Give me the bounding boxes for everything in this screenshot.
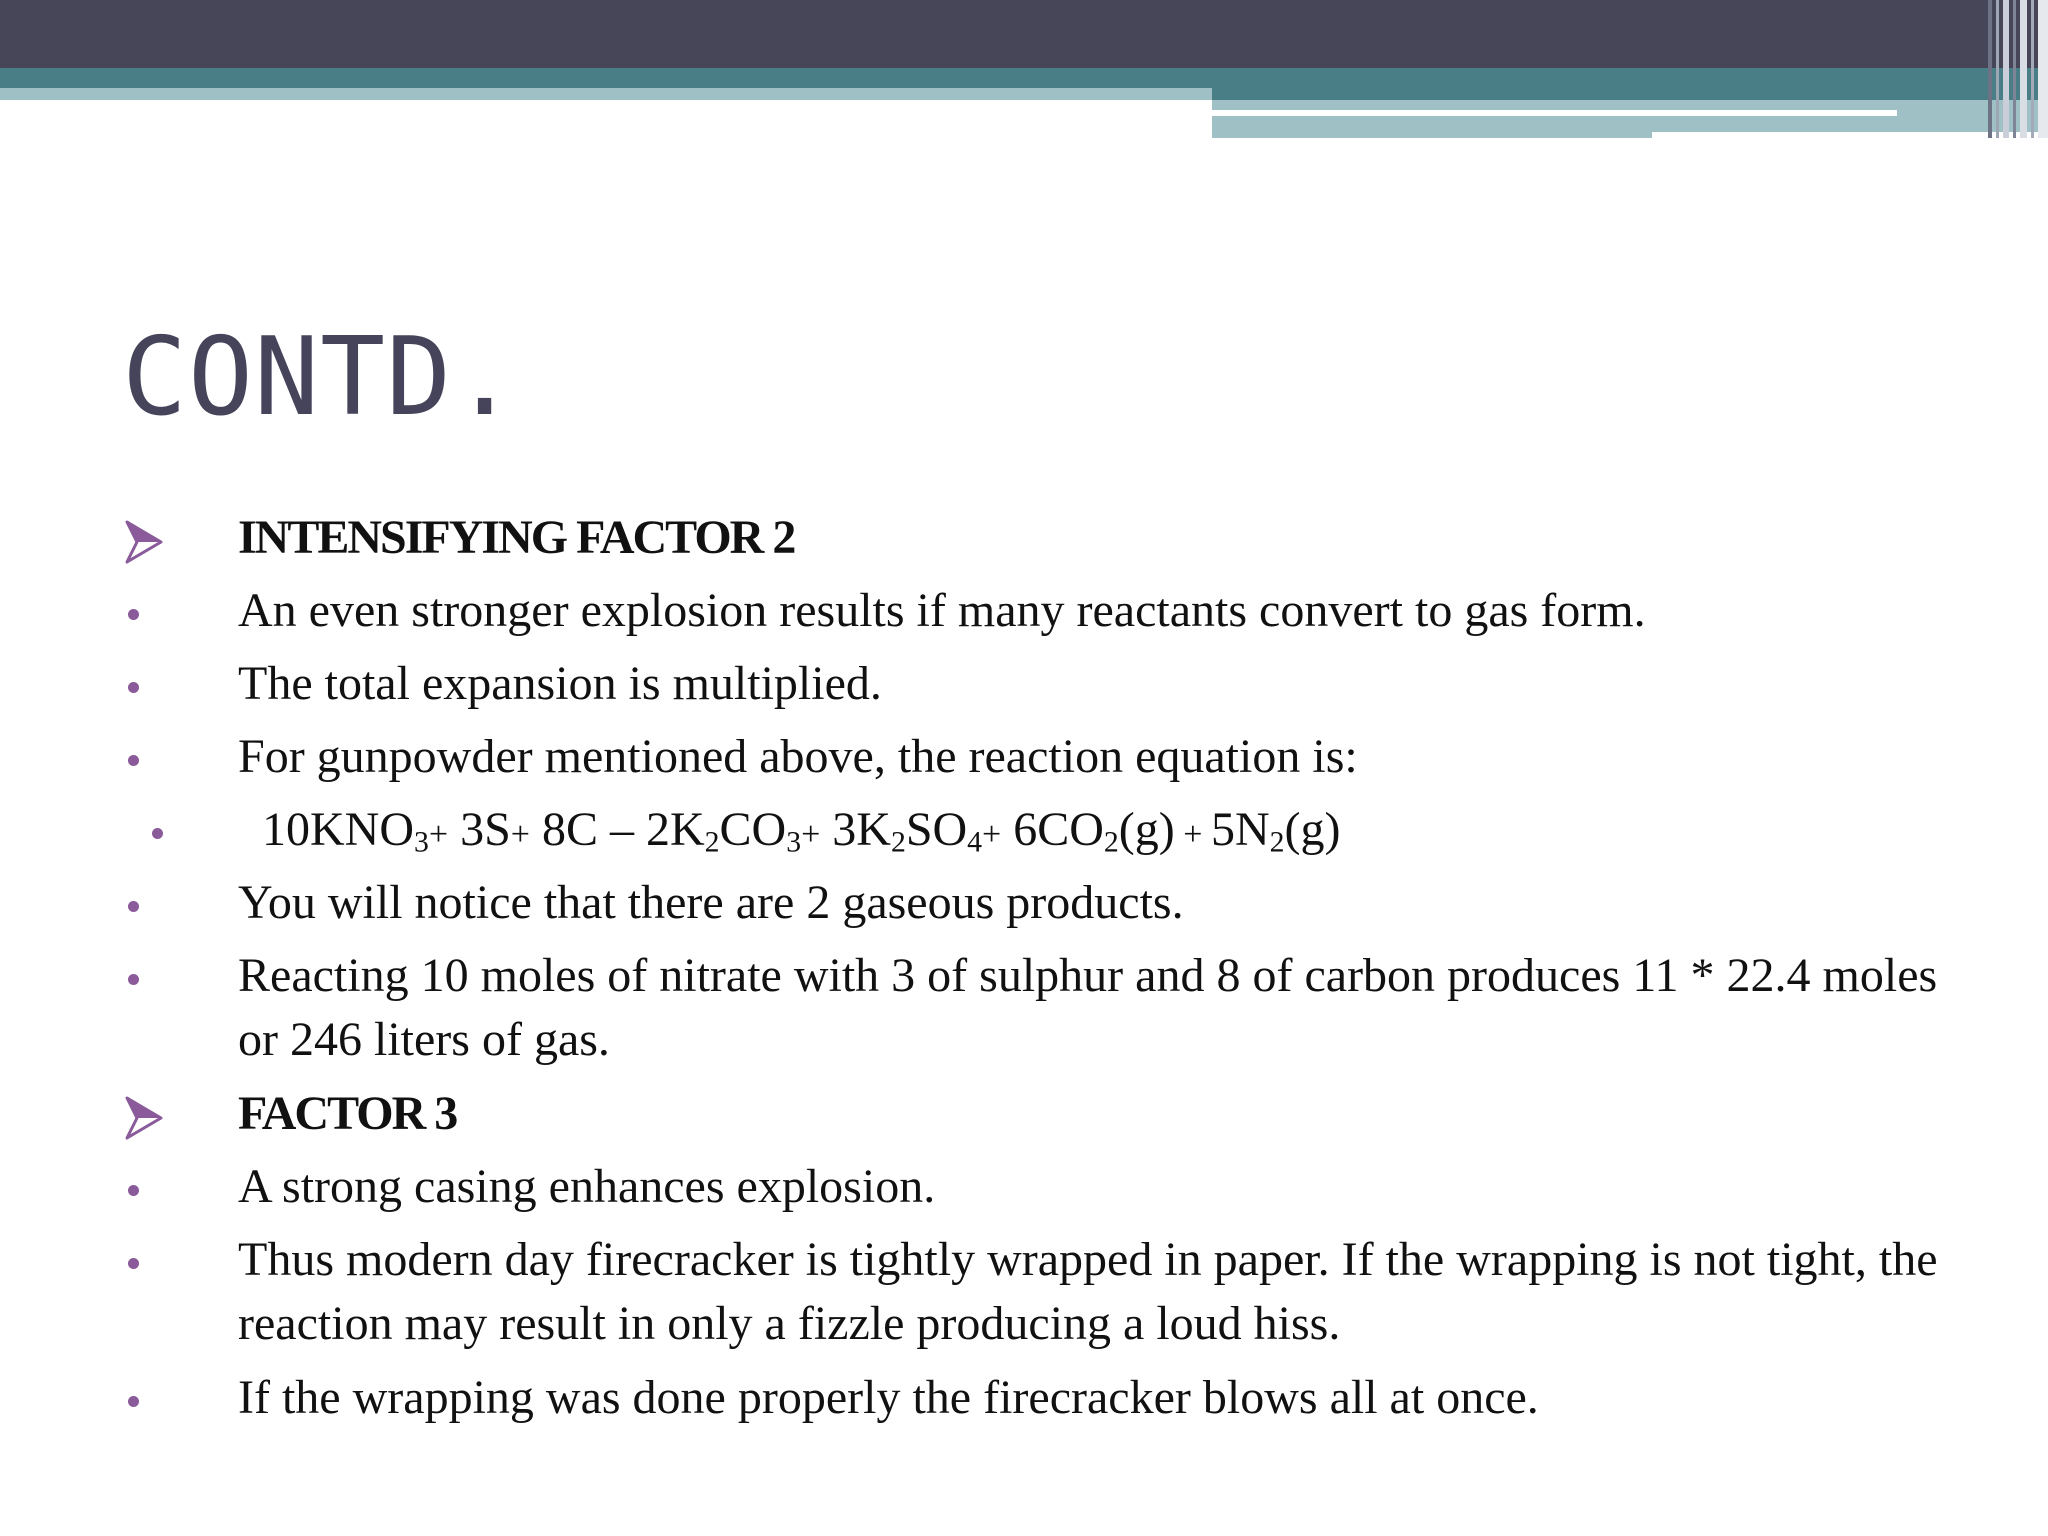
bullet-item: [0, 725, 2048, 798]
bullet-text: If the wrapping was done properly the firecracker blows all at once.: [238, 1371, 1539, 1424]
bullet-item: [0, 1155, 2048, 1228]
bullet-dot-icon: [128, 1185, 139, 1196]
bullet-item: [0, 579, 2048, 652]
bullet-text: An even stronger explosion results if many reactants convert to gas form.: [238, 584, 1646, 637]
header-stripe: [2031, 0, 2034, 138]
bullet-item: [0, 1366, 2048, 1439]
header-stripe: [2003, 0, 2009, 138]
bullet-item: [0, 1228, 2048, 1366]
equation-item: [0, 798, 2048, 871]
bullet-dot-icon: [128, 974, 139, 985]
heading-text: FACTOR 3: [238, 1087, 457, 1140]
bullet-item: [0, 652, 2048, 725]
bullet-item: [0, 944, 2048, 1082]
header-accent-teal-right: [1212, 88, 2048, 100]
bullet-text: A strong casing enhances explosion.: [238, 1160, 936, 1213]
header-stripe: [2020, 0, 2027, 138]
bullet-item: [0, 871, 2048, 944]
header-bar: [0, 0, 2048, 68]
header-stripe: [2038, 0, 2048, 138]
heading-item: [0, 1082, 2048, 1155]
bullet-dot-icon: [128, 1396, 139, 1407]
bullet-dot-icon: [152, 828, 163, 839]
bullet-dot-icon: [128, 1258, 139, 1269]
header-stripe: [1988, 0, 1992, 138]
header-stripe: [1996, 0, 1999, 138]
slide-body: [0, 506, 2048, 1439]
arrow-bullet-icon: [125, 520, 163, 564]
bullet-dot-icon: [128, 901, 139, 912]
header-stripe: [2013, 0, 2016, 138]
bullet-text: You will notice that there are 2 gaseous products.: [238, 876, 1184, 929]
heading-item: [0, 506, 2048, 579]
bullet-dot-icon: [128, 609, 139, 620]
bullet-text: Thus modern day firecracker is tightly wrapped in paper. If the wrapping is not tight, the reaction may result in only a fizzle producing a loud hiss.: [238, 1233, 1938, 1350]
bullet-dot-icon: [128, 682, 139, 693]
reaction-equation: $10KNO_3+ 3S+ 8C - 2K_2CO_3+ 3K_2SO_4+ 6CO_2(g) + 5N_2(g)$: [262, 803, 1341, 859]
bullet-text: The total expansion is multiplied.: [238, 657, 882, 710]
bullet-dot-icon: [128, 755, 139, 766]
arrow-bullet-icon: [125, 1096, 163, 1140]
header-accent-band: [0, 68, 2048, 88]
bullet-text: For gunpowder mentioned above, the reaction equation is:: [238, 730, 1358, 783]
header-accent-light-left: [0, 88, 1212, 100]
header-accent-line: [1212, 110, 1897, 116]
heading-text: INTENSIFYING FACTOR 2: [238, 511, 795, 564]
bullet-text: Reacting 10 moles of nitrate with 3 of sulphur and 8 of carbon produces 11 * 22.4 moles or 246 liters of gas.: [238, 949, 1938, 1066]
slide-title: CONTD.: [122, 315, 519, 440]
